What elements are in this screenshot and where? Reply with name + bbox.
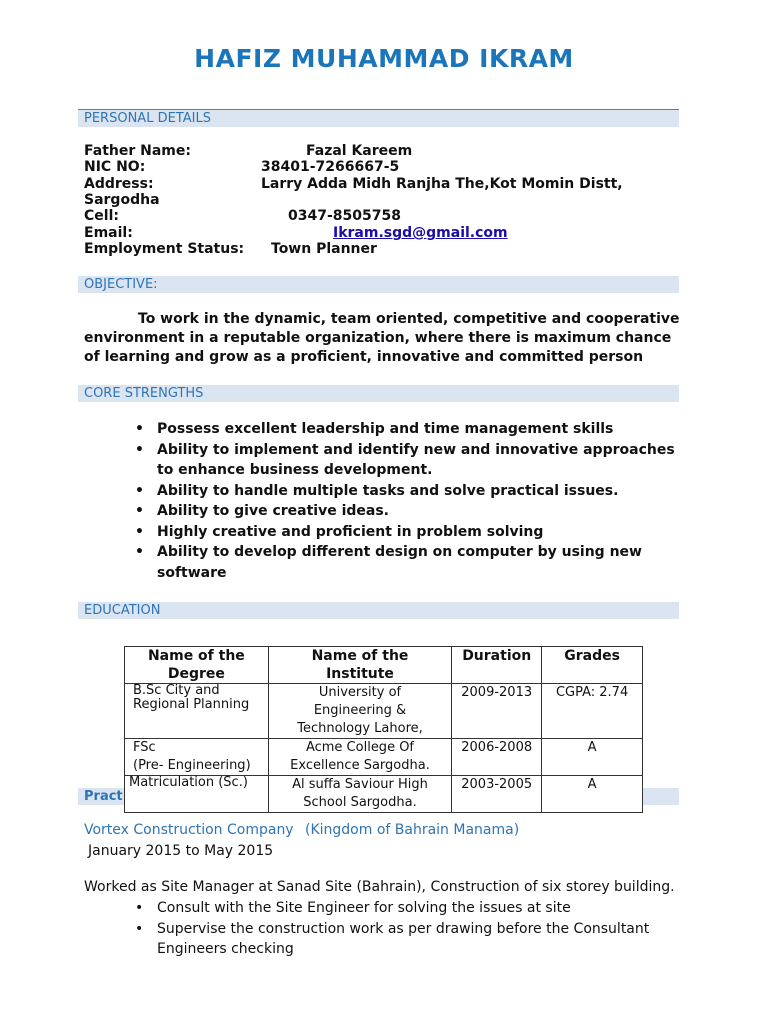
email-link[interactable]: Ikram.sgd@gmail.com	[333, 225, 508, 241]
cell-text: Regional Planning	[133, 697, 250, 712]
address-value-continued: Sargodha	[84, 192, 160, 208]
bullet-icon: •	[135, 900, 144, 916]
cell-text: B.Sc City and	[133, 683, 220, 698]
list-item-text: Possess excellent leadership and time management skills	[157, 421, 614, 437]
list-item-text: Supervise the construction work as per drawing before the Consultant	[157, 920, 650, 937]
table-row	[125, 739, 643, 776]
cell-label: Cell:	[84, 208, 119, 224]
duties-list	[135, 898, 685, 960]
cell-text: Engineering &	[313, 703, 407, 718]
column-header	[542, 647, 643, 684]
column-header-text: Name of the	[147, 648, 245, 664]
grade-cell: CGPA: 2.74	[542, 684, 643, 739]
degree-cell	[125, 684, 269, 739]
core-strengths-list	[135, 419, 685, 583]
column-header-text: Grades	[564, 648, 620, 664]
section-title: Pract	[84, 789, 123, 804]
column-header-text: Degree	[167, 666, 225, 682]
employment-period: January 2015 to May 2015	[88, 843, 274, 859]
experience-summary: Worked as Site Manager at Sanad Site (Bahrain), Construction of six storey building.	[84, 879, 675, 895]
bullet-icon: •	[135, 441, 144, 458]
list-item	[135, 419, 685, 440]
list-item-text: Ability to handle multiple tasks and solve practical issues.	[157, 482, 619, 499]
list-item-text: Ability to develop different design on computer by using new	[157, 544, 642, 560]
address-label: Address:	[84, 176, 154, 192]
cell-text: University of	[318, 685, 402, 700]
section-title: EDUCATION	[84, 603, 161, 618]
table-row	[125, 684, 643, 739]
column-header-text: Institute	[326, 666, 394, 682]
bullet-icon: •	[135, 920, 144, 937]
section-header-objective	[78, 276, 679, 293]
section-title: CORE STRENGTHS	[84, 386, 204, 401]
list-item-text: software	[157, 564, 227, 581]
table-row	[125, 776, 643, 813]
list-item-text: Consult with the Site Engineer for solving the issues at site	[157, 900, 571, 916]
cell-value: 0347-8505758	[288, 208, 401, 224]
cell-text: School Sargodha.	[303, 795, 417, 810]
employment-status-label: Employment Status:	[84, 241, 245, 257]
degree-cell	[125, 776, 269, 813]
cell-text: FSc	[133, 740, 156, 755]
column-header	[452, 647, 542, 684]
section-header-strengths	[78, 385, 679, 402]
section-header-personal	[78, 110, 679, 127]
company-location: (Kingdom of Bahrain Manama)	[305, 822, 520, 838]
duration-cell: 2003-2005	[452, 776, 542, 813]
list-item-text: Ability to give creative ideas.	[157, 503, 389, 519]
list-item	[135, 898, 685, 919]
cell-text: Acme College Of	[305, 740, 415, 755]
column-header	[268, 647, 451, 684]
duration-cell: 2006-2008	[452, 739, 542, 776]
list-item-text: Ability to implement and identify new and innovative approaches	[157, 441, 675, 458]
bullet-icon: •	[135, 482, 144, 499]
education-table	[124, 646, 643, 813]
list-item	[135, 501, 685, 522]
column-header-text: Duration	[462, 648, 532, 664]
list-item-text: Engineers checking	[157, 941, 294, 957]
section-title: OBJECTIVE:	[84, 277, 158, 292]
resume-name: HAFIZ MUHAMMAD IKRAM	[194, 44, 574, 73]
section-header-education	[78, 602, 679, 619]
father-name-value: Fazal Kareem	[306, 143, 413, 159]
cell-text: Al suffa Saviour High	[292, 777, 428, 792]
list-item-text: to enhance business development.	[157, 462, 433, 478]
objective-line-3: of learning and grow as a proficient, innovative and committed person	[84, 349, 644, 365]
list-item	[135, 919, 685, 960]
list-item	[135, 522, 685, 543]
list-item-text: Highly creative and proficient in problem solving	[157, 523, 544, 540]
bullet-icon: •	[135, 503, 144, 519]
objective-line-2: environment in a reputable organization, where there is maximum chance	[84, 330, 672, 346]
grade-cell: A	[542, 776, 643, 813]
institute-cell	[268, 739, 451, 776]
cell-text: (Pre- Engineering)	[133, 758, 251, 773]
cell-text: Excellence Sargodha.	[290, 758, 430, 773]
column-header-text: Name of the	[311, 648, 409, 664]
email-label: Email:	[84, 225, 133, 241]
list-item	[135, 542, 685, 583]
institute-cell	[268, 776, 451, 813]
father-name-label: Father Name:	[84, 143, 191, 159]
list-item	[135, 481, 685, 502]
grade-cell: A	[542, 739, 643, 776]
section-title: PERSONAL DETAILS	[84, 111, 211, 126]
list-item	[135, 440, 685, 481]
nic-label: NIC NO:	[84, 159, 146, 175]
address-value: Larry Adda Midh Ranjha The,Kot Momin Distt,	[261, 176, 623, 192]
cell-text: Matriculation (Sc.)	[129, 775, 248, 790]
bullet-icon: •	[135, 544, 144, 560]
cell-text: Technology Lahore,	[297, 721, 423, 736]
bullet-icon: •	[135, 523, 144, 540]
degree-cell	[125, 739, 269, 776]
employment-status-value: Town Planner	[271, 241, 377, 257]
column-header	[125, 647, 269, 684]
institute-cell	[268, 684, 451, 739]
nic-value: 38401-7266667-5	[261, 159, 400, 175]
education-table-header	[125, 647, 643, 684]
company-name: Vortex Construction Company	[84, 822, 294, 838]
bullet-icon: •	[135, 421, 144, 437]
duration-cell: 2009-2013	[452, 684, 542, 739]
objective-line-1: To work in the dynamic, team oriented, competitive and cooperative	[138, 311, 680, 327]
